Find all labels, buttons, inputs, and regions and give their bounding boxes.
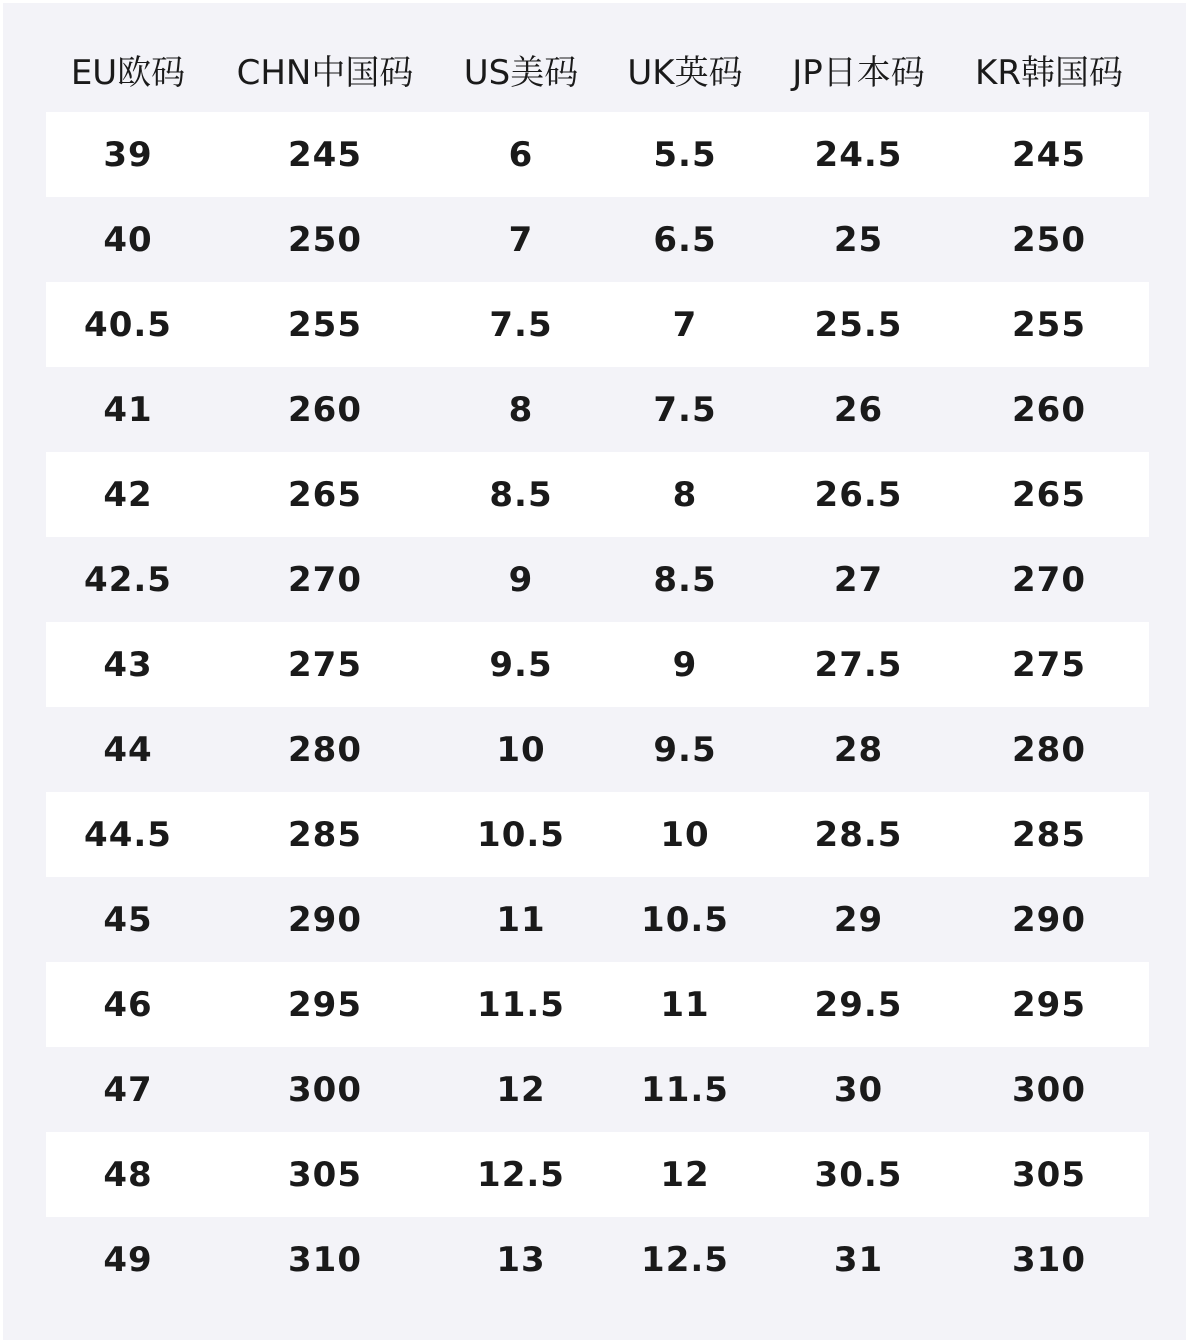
cell-chn: 260	[288, 389, 362, 430]
cell-chn: 290	[288, 899, 362, 940]
cell-jp: 29	[833, 899, 884, 940]
table-row	[46, 1047, 1149, 1132]
table-row	[46, 112, 1149, 197]
table-row	[46, 622, 1149, 707]
cell-jp: 27	[833, 559, 884, 600]
cell-chn: 275	[210, 622, 440, 707]
cell-chn: 285	[210, 792, 440, 877]
cell-kr: 280	[1012, 729, 1086, 770]
cell-uk: 5.5	[602, 112, 768, 197]
cell-uk: 8	[602, 452, 768, 537]
cell-us: 9.5	[440, 622, 602, 707]
cell-us: 10.5	[440, 792, 602, 877]
cell-us: 12.5	[440, 1132, 602, 1217]
cell-uk: 9.5	[653, 729, 717, 770]
cell-us: 6	[440, 112, 602, 197]
cell-jp: 27.5	[768, 622, 949, 707]
cell-us: 12	[496, 1069, 546, 1110]
cell-eu: 41	[103, 389, 153, 430]
cell-kr: 285	[949, 792, 1149, 877]
cell-jp: 26.5	[768, 452, 949, 537]
cell-chn: 255	[210, 282, 440, 367]
cell-us: 10	[496, 729, 546, 770]
cell-jp: 28.5	[768, 792, 949, 877]
cell-chn: 280	[288, 729, 362, 770]
header-uk: UK英码	[627, 53, 743, 93]
header-chn: CHN中国码	[236, 53, 414, 93]
table-body	[46, 112, 1149, 1302]
cell-chn: 250	[288, 219, 362, 260]
cell-uk: 11.5	[641, 1069, 729, 1110]
cell-kr: 255	[949, 282, 1149, 367]
cell-chn: 270	[288, 559, 362, 600]
cell-us: 8.5	[440, 452, 602, 537]
cell-us: 9	[508, 559, 534, 600]
table-row	[46, 367, 1149, 452]
table-row	[46, 282, 1149, 367]
cell-us: 7.5	[440, 282, 602, 367]
cell-uk: 6.5	[653, 219, 717, 260]
table-row	[46, 792, 1149, 877]
cell-us: 7	[508, 219, 534, 260]
cell-jp: 30.5	[768, 1132, 949, 1217]
cell-jp: 31	[833, 1239, 884, 1280]
header-jp: JP日本码	[792, 53, 925, 93]
cell-chn: 295	[210, 962, 440, 1047]
cell-eu: 42.5	[84, 559, 172, 600]
header-us: US美码	[463, 53, 579, 93]
cell-eu: 40	[103, 219, 153, 260]
cell-kr: 275	[949, 622, 1149, 707]
cell-us: 13	[496, 1239, 546, 1280]
cell-uk: 12.5	[641, 1239, 729, 1280]
cell-jp: 28	[833, 729, 884, 770]
cell-eu: 39	[46, 112, 210, 197]
cell-us: 11	[496, 899, 546, 940]
header-row	[46, 27, 1149, 112]
cell-uk: 11	[602, 962, 768, 1047]
cell-kr: 270	[1012, 559, 1086, 600]
table-row	[46, 537, 1149, 622]
cell-chn: 245	[210, 112, 440, 197]
cell-uk: 12	[602, 1132, 768, 1217]
table-row	[46, 877, 1149, 962]
cell-uk: 7	[602, 282, 768, 367]
cell-kr: 305	[949, 1132, 1149, 1217]
cell-chn: 305	[210, 1132, 440, 1217]
cell-eu: 42	[46, 452, 210, 537]
cell-jp: 29.5	[768, 962, 949, 1047]
cell-chn: 265	[210, 452, 440, 537]
cell-uk: 8.5	[653, 559, 717, 600]
cell-kr: 245	[949, 112, 1149, 197]
cell-jp: 30	[833, 1069, 884, 1110]
cell-uk: 10	[602, 792, 768, 877]
cell-chn: 300	[288, 1069, 362, 1110]
table-row	[46, 707, 1149, 792]
cell-eu: 49	[103, 1239, 153, 1280]
cell-kr: 250	[1012, 219, 1086, 260]
table-row	[46, 1132, 1149, 1217]
table-row	[46, 452, 1149, 537]
cell-eu: 45	[103, 899, 153, 940]
cell-kr: 290	[1012, 899, 1086, 940]
cell-uk: 7.5	[653, 389, 717, 430]
cell-uk: 10.5	[641, 899, 729, 940]
cell-chn: 310	[288, 1239, 362, 1280]
header-kr: KR韩国码	[975, 53, 1123, 93]
cell-us: 11.5	[440, 962, 602, 1047]
shoe-size-table	[46, 27, 1149, 1302]
cell-jp: 26	[833, 389, 884, 430]
size-chart-panel	[3, 3, 1186, 1340]
table-row	[46, 1217, 1149, 1302]
cell-us: 8	[508, 389, 534, 430]
cell-kr: 260	[1012, 389, 1086, 430]
cell-kr: 295	[949, 962, 1149, 1047]
cell-kr: 300	[1012, 1069, 1086, 1110]
table-row	[46, 962, 1149, 1047]
cell-eu: 48	[46, 1132, 210, 1217]
cell-eu: 44.5	[46, 792, 210, 877]
cell-eu: 44	[103, 729, 153, 770]
header-eu: EU欧码	[70, 53, 186, 93]
cell-jp: 25	[833, 219, 884, 260]
cell-eu: 46	[46, 962, 210, 1047]
cell-uk: 9	[602, 622, 768, 707]
cell-jp: 25.5	[768, 282, 949, 367]
cell-jp: 24.5	[768, 112, 949, 197]
table-row	[46, 197, 1149, 282]
cell-kr: 265	[949, 452, 1149, 537]
cell-eu: 40.5	[46, 282, 210, 367]
cell-eu: 47	[103, 1069, 153, 1110]
cell-eu: 43	[46, 622, 210, 707]
cell-kr: 310	[1012, 1239, 1086, 1280]
